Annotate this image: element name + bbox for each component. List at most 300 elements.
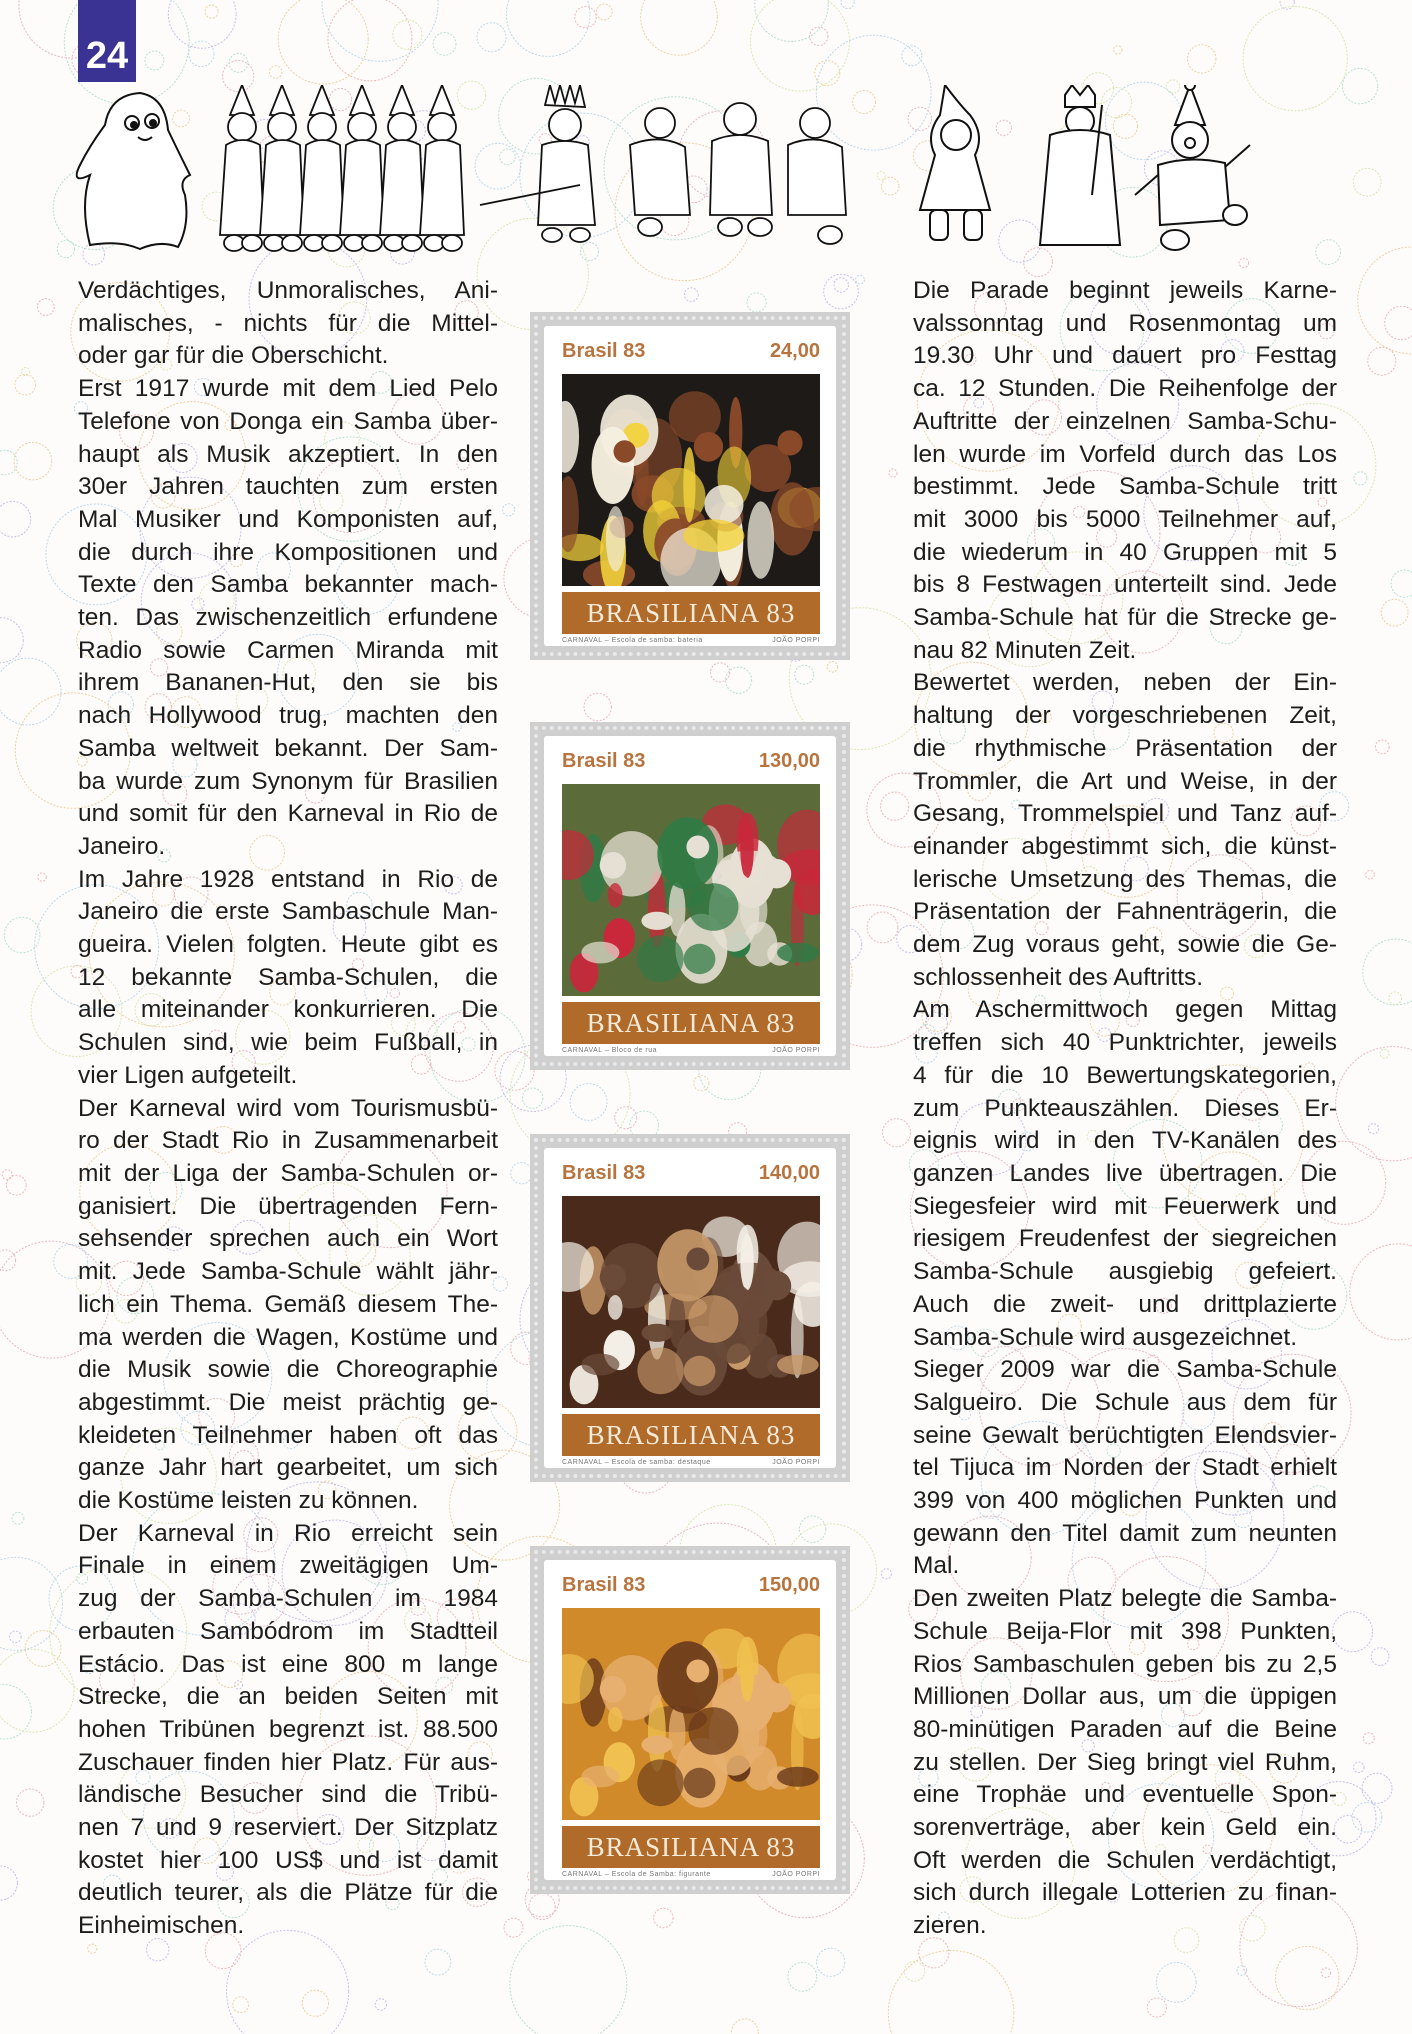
text-line: die durch ihre Kompositionen und: [78, 538, 498, 566]
bubble: [1366, 870, 1375, 879]
ghost-figure: [77, 93, 190, 249]
bubble: [575, 7, 596, 28]
stamp-country: Brasil 83: [562, 340, 646, 362]
text-line: sorenverträge, aber kein Geld ein.: [913, 1814, 1337, 1842]
text-line: ganzen Landes live übertragen. Die: [913, 1159, 1337, 1187]
bubble: [504, 1918, 523, 1937]
text-line: gueira. Vielen folgten. Heute gibt es: [78, 931, 498, 959]
native-costume-figure: [480, 85, 595, 242]
photo-shape: [606, 506, 625, 571]
stamp-photo-figurante: [562, 1608, 820, 1820]
stamp-photo-destaque: [562, 1196, 820, 1408]
bubble: [867, 912, 898, 943]
text-line: kleideten Teilnehmer haben oft das: [78, 1421, 498, 1449]
bubble: [270, 66, 282, 78]
paragraph: [78, 373, 498, 864]
text-line: Auftritte der einzelnen Samba-Schu-: [913, 407, 1337, 435]
text-line: Der Karneval wird vom Tourismusbü-: [78, 1094, 498, 1122]
text-line: die Kostüme leisten zu können.: [78, 1487, 419, 1515]
bubble: [694, 1076, 709, 1091]
stamp-country: Brasil 83: [562, 750, 646, 772]
bubble: [1375, 740, 1389, 754]
text-line: mit 3000 bis 5000 Teilnehmer auf,: [913, 505, 1337, 533]
bubble: [1333, 1612, 1373, 1652]
text-line: Millionen Dollar aus, um die üppigen: [913, 1683, 1337, 1711]
text-line: valssonntag und Rosenmontag um: [913, 309, 1337, 337]
bubble: [755, 0, 828, 42]
photo-shape: [657, 1641, 718, 1713]
text-line: zug der Samba-Schulen im 1984: [78, 1585, 498, 1613]
bubble: [747, 293, 766, 312]
stamp-title: BRASILIANA 83: [586, 1419, 796, 1450]
text-line: 4 für die 10 Bewertungskategorien,: [913, 1061, 1337, 1089]
stamp-photo-drummers: [562, 374, 820, 586]
bubble: [726, 667, 752, 693]
text-line: gewann den Titel damit zum neunten: [913, 1519, 1337, 1547]
photo-shape: [683, 519, 744, 552]
photo-shape: [688, 883, 738, 931]
text-line: tel Tijuca im Norden der Stadt erhielt: [913, 1454, 1337, 1482]
bubble: [1368, 347, 1396, 375]
bubble: [522, 1088, 542, 1108]
bubble: [751, 0, 850, 91]
text-line: Der Karneval in Rio erreicht sein: [78, 1519, 498, 1547]
photo-shape: [637, 935, 683, 982]
text-line: deutlich teurer, als die Plätze für die: [78, 1879, 498, 1907]
bubble: [584, 693, 611, 720]
bubble: [902, 46, 922, 66]
bubble: [12, 1512, 24, 1524]
text-line: ländische Besucher sind die Tribü-: [78, 1781, 498, 1809]
text-line: Samba weltweit bekannt. Der Sam-: [78, 734, 498, 762]
bubble: [1362, 1773, 1392, 1803]
photo-shape: [704, 485, 743, 524]
photo-shape: [740, 822, 753, 878]
bubble: [503, 504, 515, 516]
bubble: [1363, 1733, 1374, 1744]
text-line: 30er Jahren tauchten zum ersten: [78, 473, 498, 501]
bubble: [1354, 1762, 1365, 1773]
bubble: [15, 374, 36, 395]
photo-shape: [581, 1766, 619, 1788]
bubble: [328, 0, 412, 81]
text-line: eignis wird in den TV-Kanälen des: [913, 1127, 1337, 1155]
bubble: [6, 1175, 26, 1195]
text-line: zu stellen. Der Sieg bringt viel Ruhm,: [913, 1748, 1337, 1776]
stamp-4: [530, 1546, 850, 1894]
bubble: [827, 662, 838, 673]
text-line: alle miteinander konkurrieren. Die: [78, 996, 498, 1024]
text-line: seine Gewalt berüchtigten Elendsvier-: [913, 1421, 1337, 1449]
photo-shape: [592, 427, 634, 504]
bubble: [732, 2019, 759, 2034]
bubble: [1363, 939, 1412, 1005]
bubble: [1354, 472, 1367, 485]
bubble: [10, 1631, 22, 1643]
bubble: [883, 1119, 911, 1147]
stamp-caption: CARNAVAL – Escola de samba: bateria: [562, 637, 703, 644]
stamp-photo-street-bloc: [562, 784, 820, 996]
text-line: riesigem Freudenfest der siegreichen: [913, 1225, 1337, 1253]
bubble: [1385, 306, 1412, 339]
photo-shape: [777, 1767, 819, 1787]
stamp-caption: CARNAVAL – Escola de Samba: figurante: [562, 1871, 711, 1878]
bubble: [1391, 570, 1412, 597]
bubble: [810, 27, 828, 45]
stamp-country: Brasil 83: [562, 1574, 646, 1596]
text-line: zum Punkteauszählen. Dieses Er-: [913, 1094, 1337, 1122]
text-line: 80-minütigen Paraden auf die Beine: [913, 1715, 1337, 1743]
photo-shape: [657, 1229, 718, 1301]
eskimo-figure: [920, 85, 990, 240]
bubble: [375, 1999, 386, 2010]
photo-shape: [740, 1298, 768, 1347]
text-line: Strecke, die an beiden Seiten mit: [78, 1683, 498, 1711]
bubble: [641, 0, 718, 55]
text-line: eine Trophäe und eventuelle Spon-: [913, 1781, 1337, 1809]
text-line: Samba-Schule hat für die Strecke ge-: [913, 604, 1337, 632]
bubble: [1188, 45, 1216, 73]
photo-figure-head: [600, 1676, 626, 1703]
text-line: 19.30 Uhr und dauert pro Festtag: [913, 342, 1337, 370]
photo-figure-head: [778, 430, 803, 455]
paragraph: [913, 1583, 1337, 1943]
paragraph: [78, 864, 498, 1093]
stamp-value: 24,00: [769, 340, 820, 362]
stamp-title: BRASILIANA 83: [586, 1007, 796, 1038]
text-line: mit der Liga der Samba-Schulen or-: [78, 1159, 498, 1187]
text-line: Siegesfeier wird mit Feuerwerk und: [913, 1192, 1337, 1220]
bubble: [0, 658, 61, 725]
photo-shape: [688, 1707, 738, 1755]
photo-figure-head: [762, 859, 791, 888]
text-line: ro der Stadt Rio in Zusammenarbeit: [78, 1127, 498, 1155]
bubble: [799, 1516, 825, 1542]
photo-shape: [657, 817, 718, 889]
text-line: schlossenheit des Auftritts.: [913, 963, 1204, 991]
photo-shape: [581, 1354, 619, 1376]
photo-figure-head: [600, 852, 626, 879]
clown-figure: [1135, 85, 1250, 250]
photo-shape: [747, 501, 774, 578]
text-line: Finale in einem zweitägigen Um-: [78, 1552, 498, 1580]
bubble: [38, 873, 46, 881]
bubble: [1336, 1047, 1412, 1161]
photo-figure-head: [600, 1264, 626, 1291]
bubble: [1358, 247, 1412, 354]
photo-shape: [608, 1707, 623, 1732]
text-line: die Musik sowie die Choreographie: [78, 1356, 498, 1384]
bubble: [0, 1866, 17, 1900]
text-line: haupt als Musik akzeptiert. In den: [78, 440, 498, 468]
photo-figure-head: [694, 432, 723, 462]
text-line: Sieger 2009 war die Samba-Schule: [913, 1356, 1337, 1384]
bubble: [0, 1685, 31, 1739]
paragraph: [78, 1518, 498, 1943]
text-line: nau 82 Minuten Zeit.: [913, 636, 1137, 664]
bubble: [788, 1962, 817, 1991]
photo-figure-head: [614, 440, 636, 462]
text-line: Oft werden die Schulen verdächtigt,: [913, 1846, 1337, 1874]
text-line: die rhythmische Präsentation der: [913, 734, 1337, 762]
stamp-value: 150,00: [758, 1574, 820, 1596]
text-line: ganze Jahr hart gearbeitet, um sich: [78, 1454, 498, 1482]
text-line: lerische Umsetzung des Themas, die: [913, 865, 1337, 893]
bubble: [510, 1926, 627, 2034]
text-line: abgestimmt. Die meist prächtig ge-: [78, 1388, 498, 1416]
photo-shape: [777, 1355, 819, 1375]
text-line: Im Jahre 1928 entstand in Rio de: [78, 865, 498, 893]
bubble: [570, 1084, 607, 1121]
bubble: [881, 792, 909, 820]
text-line: Janeiro.: [78, 832, 166, 860]
text-line: ihrem Bananen-Hut, den sie bis: [78, 669, 498, 697]
photo-shape: [637, 1759, 683, 1806]
bubble: [393, 20, 422, 49]
photo-shape: [740, 886, 768, 935]
bubble: [302, 1990, 328, 2016]
photo-shape: [608, 1295, 623, 1320]
right-text-column: [913, 275, 1337, 1943]
photo-shape: [608, 883, 623, 908]
bubble: [684, 288, 698, 302]
text-line: Gesang, Trommelspiel und Tanz auf-: [913, 800, 1337, 828]
text-line: dem Zug voraus geht, sowie die Ge-: [913, 931, 1337, 959]
bubble: [1381, 599, 1408, 626]
text-line: Samba-Schule wird ausgezeichnet.: [913, 1323, 1298, 1351]
bubble: [189, 41, 214, 66]
text-line: vier Ligen aufgeteilt.: [78, 1061, 298, 1089]
bubble: [1352, 1803, 1382, 1833]
text-line: Rios Sambaschulen geben bis zu 2,5: [913, 1650, 1337, 1678]
stamp-2: [530, 722, 850, 1070]
text-line: nen 7 und 9 reserviert. Der Sitzplatz: [78, 1814, 498, 1842]
photo-shape: [740, 1710, 768, 1759]
photo-shape: [683, 447, 695, 522]
clown-pair-figure: [630, 103, 846, 244]
photo-shape: [688, 1295, 738, 1343]
photo-figure-head: [762, 1683, 791, 1712]
text-line: Schule Beija-Flor mit 398 Punkten,: [913, 1617, 1337, 1645]
photo-shape: [684, 1768, 716, 1798]
text-line: Am Aschermittwoch gegen Mittag: [913, 996, 1337, 1024]
text-line: kostet hier 100 US$ und ist damit: [78, 1846, 498, 1874]
bubble: [888, 1951, 1014, 2034]
bubble: [233, 1997, 249, 2013]
photo-shape: [740, 1646, 753, 1702]
text-line: 12 bekannte Samba-Schulen, die: [78, 963, 498, 991]
text-line: ca. 12 Stunden. Die Reihenfolge der: [913, 375, 1337, 403]
clown-group-figure: [220, 85, 464, 251]
text-line: die wiederum in 40 Gruppen mit 5: [913, 538, 1337, 566]
stamp-1: [530, 312, 850, 660]
stamp-title: BRASILIANA 83: [586, 597, 796, 628]
text-line: Verdächtiges, Unmoralisches, Ani-: [78, 277, 498, 304]
text-line: lich ein Thema. Gemäß diesem The-: [78, 1290, 498, 1318]
text-line: Mal.: [913, 1552, 960, 1580]
text-line: Telefone von Donga ein Samba über-: [78, 407, 498, 435]
bubble: [881, 1569, 891, 1579]
text-line: ganisiert. Die übertragenden Fern-: [78, 1192, 498, 1220]
photo-shape: [641, 912, 672, 930]
photo-figure-head: [686, 1248, 709, 1271]
text-line: 399 von 400 möglichen Punkten und: [913, 1487, 1337, 1515]
bubble: [2, 1170, 12, 1180]
left-text-column: [78, 275, 498, 1943]
paragraph: [913, 994, 1337, 1354]
bubble: [1368, 1124, 1378, 1134]
page-number: [78, 0, 136, 82]
bubble: [1237, 1966, 1247, 1976]
king-figure: [1040, 85, 1120, 245]
stamp-country: Brasil 83: [562, 1162, 646, 1184]
text-line: malisches, - nichts für die Mittel-: [78, 309, 498, 337]
bubble: [0, 501, 31, 537]
text-line: bis 8 Festwagen unterteilt sind. Jede: [913, 571, 1337, 599]
text-line: Zuschauer finden hier Platz. Für aus-: [78, 1748, 498, 1776]
paragraph: [78, 1093, 498, 1518]
text-line: haltung der vorgeschriebenen Zeit,: [913, 702, 1337, 730]
text-line: einander abgestimmt sich, die künst-: [913, 832, 1337, 860]
photo-shape: [684, 1356, 716, 1386]
bubble: [841, 0, 854, 9]
bubble: [506, 0, 590, 56]
text-line: len wurde im Vorfeld durch das Los: [913, 440, 1337, 468]
photo-shape: [740, 1234, 753, 1290]
text-line: ten. Das zwischenzeitlich erfundene: [78, 604, 498, 632]
bubble: [1276, 1946, 1339, 2009]
text-line: und somit für den Karneval in Rio de: [78, 800, 498, 828]
carnival-figures-illustration: [60, 85, 1390, 260]
bubble: [1321, 1968, 1330, 1977]
paragraph: [913, 1354, 1337, 1583]
stamp-designer: JOÃO PORPI: [772, 1459, 820, 1466]
stamp-designer: JOÃO PORPI: [772, 1871, 820, 1878]
bubble: [0, 618, 23, 663]
paragraph: [913, 667, 1337, 994]
bubble: [529, 1893, 555, 1919]
bubble: [14, 442, 52, 480]
bubble: [145, 51, 164, 70]
bubble: [834, 278, 848, 292]
photo-shape: [684, 944, 716, 974]
stamp-value: 140,00: [758, 1162, 820, 1184]
photo-shape: [637, 1347, 683, 1394]
bubble: [433, 33, 456, 56]
bubble: [1380, 1049, 1389, 1058]
text-line: ma werden die Wagen, Kostüme und: [78, 1323, 498, 1351]
text-line: Mal Musiker und Komponisten auf,: [78, 505, 498, 533]
photo-shape: [770, 482, 814, 555]
bubble: [1371, 1648, 1389, 1666]
bubble: [227, 1930, 349, 2034]
photo-figure-head: [686, 836, 709, 859]
text-line: hohen Tribünen begrenzt ist. 88.500: [78, 1715, 498, 1743]
bubble: [205, 5, 218, 18]
stamp-value: 130,00: [758, 750, 820, 772]
bubble: [1114, 46, 1122, 54]
text-line: Trommler, die Art und Weise, in der: [913, 767, 1337, 795]
stamp-caption: CARNAVAL – Escola de samba: destaque: [562, 1459, 711, 1466]
bubble: [795, 665, 814, 684]
text-line: Den zweiten Platz belegte die Samba-: [913, 1585, 1337, 1613]
stamp-caption: CARNAVAL – Bloco de rua: [562, 1047, 658, 1054]
bubble: [1389, 992, 1402, 1005]
text-line: treffen sich 40 Punktrichter, jeweils: [913, 1029, 1337, 1057]
bubble: [322, 0, 438, 61]
photo-shape: [581, 942, 619, 964]
bubble: [0, 1649, 74, 1732]
text-line: nach Hollywood trug, machten den: [78, 702, 498, 730]
bubble: [905, 1961, 925, 1981]
text-line: Einheimischen.: [78, 1912, 245, 1940]
text-line: Erst 1917 wurde mit dem Lied Pelo: [78, 375, 498, 403]
text-line: sich durch illegale Lotterien zu finan-: [913, 1879, 1337, 1907]
stamp-designer: JOÃO PORPI: [772, 1047, 820, 1054]
stamp-3: [530, 1134, 850, 1482]
text-line: Janeiro die erste Sambaschule Man-: [78, 898, 498, 926]
bubble: [817, 1948, 845, 1976]
bubble: [711, 663, 730, 682]
paragraph: [913, 275, 1337, 667]
bubble: [425, 1949, 451, 1975]
bubble: [88, 1944, 97, 1953]
bubble: [511, 1163, 532, 1184]
text-line: Estácio. Das ist eine 800 m lange: [78, 1650, 498, 1678]
photo-shape: [641, 1324, 672, 1342]
text-line: Schulen sind, wie beim Fußball, in: [78, 1029, 498, 1057]
photo-shape: [777, 943, 819, 963]
bubble: [1350, 1244, 1412, 1340]
bubble: [37, 299, 54, 316]
text-line: Samba-Schule ausgiebig gefeiert.: [913, 1258, 1337, 1286]
bubble: [815, 61, 840, 86]
stamp-title: BRASILIANA 83: [586, 1831, 796, 1862]
text-line: Bewertet werden, neben der Ein-: [913, 669, 1337, 697]
bubble: [596, 4, 612, 20]
bubble: [889, 469, 897, 477]
text-line: zieren.: [913, 1912, 987, 1940]
text-line: mit. Jede Samba-Schule wählt jähr-: [78, 1258, 498, 1286]
bubble: [17, 1789, 44, 1816]
text-line: oder gar für die Oberschicht.: [78, 342, 389, 370]
photo-figure-head: [762, 1271, 791, 1300]
text-line: erbauten Sambódrom im Stadtteil: [78, 1617, 498, 1645]
stamp-designer: JOÃO PORPI: [772, 637, 820, 644]
photo-shape: [641, 1736, 672, 1754]
bubble: [1156, 1963, 1196, 2003]
text-line: Texte den Samba bekannter mach-: [78, 571, 498, 599]
text-line: Salgueiro. Die Schule aus dem für: [913, 1388, 1337, 1416]
text-line: Radio sowie Carmen Miranda mit: [78, 636, 498, 664]
bubble: [654, 1908, 673, 1927]
text-line: Die Parade beginnt jeweils Karne-: [913, 277, 1337, 304]
page-number-text: 24: [85, 35, 129, 77]
paragraph: [78, 275, 498, 373]
text-line: ba wurde zum Synonym für Brasilien: [78, 767, 498, 795]
bubble: [856, 275, 865, 284]
photo-figure-head: [686, 1660, 709, 1683]
text-line: bestimmt. Jede Samba-Schule tritt: [913, 473, 1337, 501]
text-line: Präsentation der Fahnenträgerin, die: [913, 898, 1337, 926]
text-line: sehsender sprechen auch ein Wort: [78, 1225, 498, 1253]
bubble: [1147, 1998, 1166, 2017]
bubble: [824, 274, 859, 309]
bubble: [615, 1107, 637, 1129]
bubble: [477, 23, 506, 52]
text-line: Auch die zweit- und drittplazierte: [913, 1290, 1337, 1318]
bubble: [229, 54, 248, 73]
